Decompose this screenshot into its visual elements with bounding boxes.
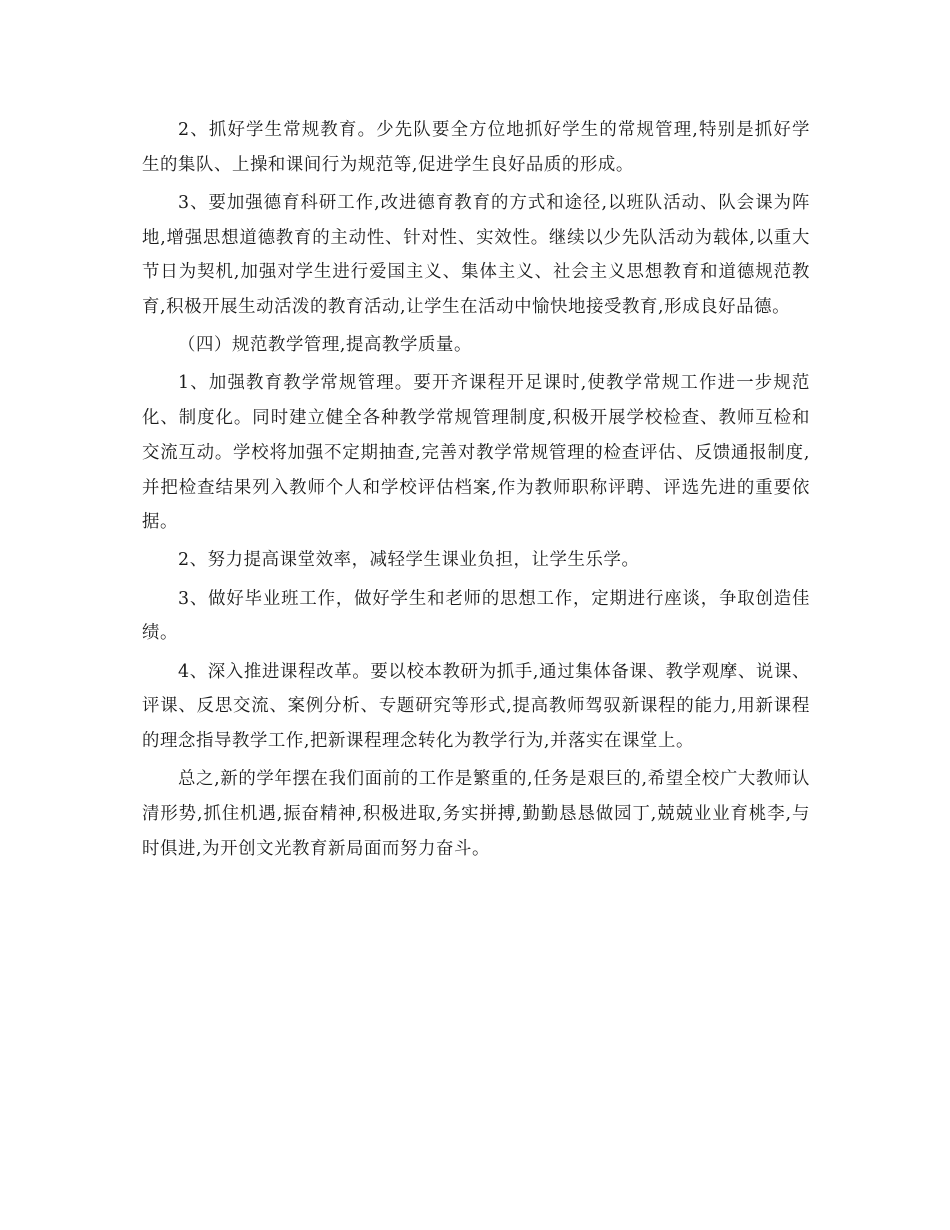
paragraph-curriculum-reform: 4、深入推进课程改革。要以校本教研为抓手,通过集体备课、教学观摩、说课、评课、反思交流、案例分析、专题研究等形式,提高教师驾驭新课程的能力,用新课程的理念指导教学工作,把新课程理念转化为教学行为,并落实在课堂上。 <box>142 661 810 751</box>
paragraph-classroom-efficiency: 2、努力提高课堂效率，减轻学生课业负担，让学生乐学。 <box>178 550 640 571</box>
paragraph-teaching-routine: 1、加强教育教学常规管理。要开齐课程开足课时,使教学常规工作进一步规范化、制度化。同时建立健全各种教学常规管理制度,积极开展学校检查、教师互检和交流互动。学校将加强不定期抽查,完善对教学常规管理的检查评估、反馈通报制度,并把检查结果列入教师个人和学校评估档案,作为教师职称评聘、评选先进的重要依据。 <box>142 373 810 533</box>
paragraph-conclusion: 总之,新的学年摆在我们面前的工作是繁重的,任务是艰巨的,希望全校广大教师认清形势,抓住机遇,振奋精神,积极进取,务实拼搏,勤勤恳恳做园丁,兢兢业业育桃李,与时俱进,为开创文光教育新局面而努力奋斗。 <box>142 769 810 859</box>
paragraph-student-routine: 2、抓好学生常规教育。少先队要全方位地抓好学生的常规管理,特别是抓好学 生的集队、上操和课间行为规范等,促进学生良好品质的形成。 <box>142 120 810 175</box>
paragraph-moral-research: 3、要加强德育科研工作,改进德育教育的方式和途径,以班队活动、队会课为阵地,增强思想道德教育的主动性、针对性、实效性。继续以少先队活动为载体,以重大节日为契机,加强对学生进行爱国主义、集体主义、社会主义思想教育和道德规范教育,积极开展生动活泼的教育活动,让学生在活动中愉快地接受教育,形成良好品德。 <box>142 192 810 318</box>
paragraph-graduating-class: 3、做好毕业班工作，做好学生和老师的思想工作，定期进行座谈，争取创造佳绩。 <box>142 588 810 644</box>
section-heading-teaching-management: （四）规范教学管理,提高教学质量。 <box>178 335 472 356</box>
document-body <box>142 113 810 870</box>
